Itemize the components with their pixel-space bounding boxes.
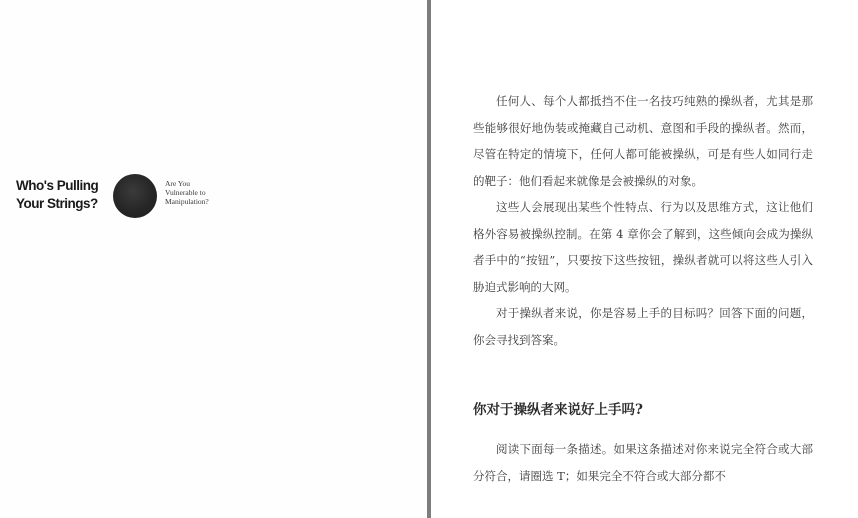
paragraph-2: 这些人会展现出某些个性特点、行为以及思维方式，这让他们格外容易被操纵控制。在第 4 章你会了解到，这些倾向会成为操纵者手中的“按钮”，只要按下这些按钮，操纵者就可以将这些人引入胁迫式影响的大网。	[473, 200, 813, 294]
paragraph-3: 对于操纵者来说，你是容易上手的目标吗？回答下面的问题，你会寻找到答案。	[473, 306, 813, 347]
logo-subtitle	[165, 179, 209, 206]
logo-subtitle-line3: Manipulation?	[165, 197, 209, 206]
paragraph-1: 任何人、每个人都抵挡不住一名技巧纯熟的操纵者，尤其是那些能够很好地伪装或掩藏自己动机、意图和手段的操纵者。然而，尽管在特定的情境下，任何人都可能被操纵，可是有些人如同行走的靶子：他们看起来就像是会被操纵的对象。	[473, 94, 813, 188]
logo-subtitle-line2: Vulnerable to	[165, 188, 206, 197]
logo-circle-icon	[113, 174, 157, 218]
logo-title-line2: Your Strings?	[16, 196, 98, 211]
section-heading: 你对于操纵者来说好上手吗?	[473, 402, 643, 418]
body-text-2	[473, 436, 813, 489]
logo-title-line1: Who's Pulling	[16, 178, 99, 193]
left-page	[0, 0, 427, 518]
book-logo	[16, 172, 276, 220]
right-page	[431, 0, 858, 518]
logo-title	[16, 177, 98, 213]
body-text	[473, 88, 813, 353]
logo-subtitle-line1: Are You	[165, 179, 191, 188]
paragraph-4: 阅读下面每一条描述。如果这条描述对你来说完全符合或大部分符合，请圈选 T；如果完全不符合或大部分都不	[473, 442, 813, 483]
